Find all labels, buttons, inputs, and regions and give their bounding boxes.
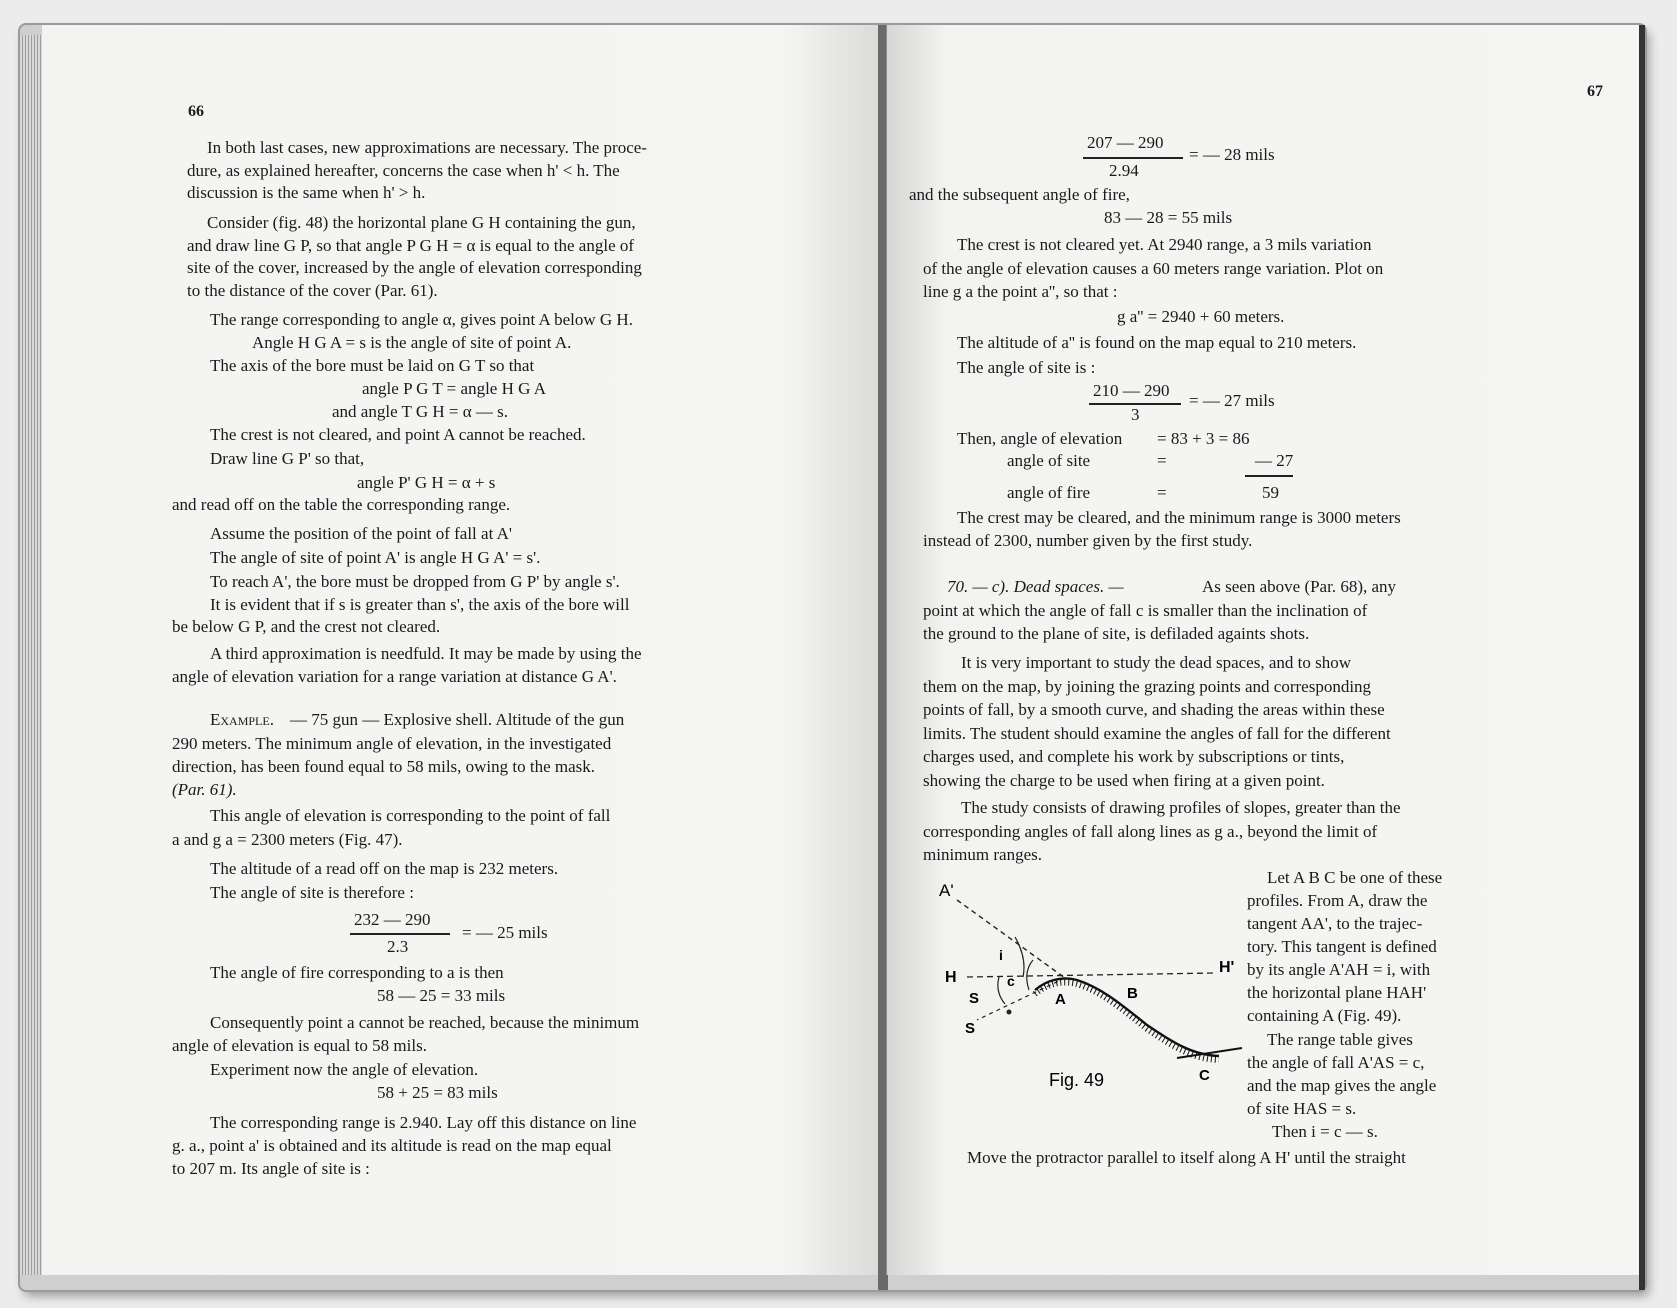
site-point [1007,1010,1012,1015]
text-line: of site HAS = s. [1247,1099,1357,1118]
open-book [20,25,1645,1290]
table-label: angle of site [1007,451,1091,470]
fraction-denominator: 3 [1131,405,1140,424]
text-line: The corresponding range is 2.940. Lay off this distance on line [210,1113,637,1132]
text-line: To reach A', the bore must be dropped from G P' by angle s'. [210,572,620,591]
text-line: Move the protractor parallel to itself along A H' until the straight [967,1148,1406,1167]
book-cover-edge [1639,25,1645,1290]
text-line: the horizontal plane HAH' [1247,983,1427,1002]
text-line: As seen above (Par. 68), any [1202,577,1397,596]
text-line: g. a., point a' is obtained and its altitude is read on the map equal [172,1136,612,1155]
text-line: and the map gives the angle [1247,1076,1437,1095]
text-line: Draw line G P' so that, [210,449,365,468]
table-value: = 83 + 3 = 86 [1157,429,1250,448]
text-line: direction, has been found equal to 58 mils, owing to the mask. [172,757,596,776]
text-line: point at which the angle of fall c is smaller than the inclination of [923,601,1368,620]
text-line: the ground to the plane of site, is defiladed againts shots. [923,624,1310,643]
text-line: the angle of fall A'AS = c, [1247,1053,1425,1072]
page-number: 66 [188,103,204,120]
text-line: The range table gives [1267,1030,1413,1049]
text-line: of the angle of elevation causes a 60 meters range variation. Plot on [923,259,1384,278]
fraction-result: = — 27 mils [1189,391,1275,410]
text-line: Angle H G A = s is the angle of site of point A. [252,333,572,352]
label-a: A [1055,991,1066,1008]
text-line: The crest is not cleared yet. At 2940 range, a 3 mils variation [957,235,1372,254]
page-number: 67 [1587,83,1603,100]
text-line: line g a the point a'', so that : [923,282,1118,301]
text-line: The altitude of a read off on the map is 232 meters. [210,859,559,878]
text-line: by its angle A'AH = i, with [1247,960,1431,979]
table-value: — 27 [1255,451,1294,470]
left-page [42,25,886,1275]
text-line: The angle of site is : [957,358,1096,377]
text-line: Then i = c — s. [1272,1122,1378,1141]
text-line: angle of elevation is equal to 58 mils. [172,1036,427,1055]
equation: 83 — 28 = 55 mils [1104,208,1233,227]
text-line: and draw line G P, so that angle P G H = α is equal to the angle of [187,236,635,255]
label-b: B [1127,985,1138,1002]
text-line: dure, as explained hereafter, concerns the case when h' < h. The [187,161,620,180]
equation: angle P G T = angle H G A [362,379,546,398]
text-line: The axis of the bore must be laid on G T so that [210,356,535,375]
angle-s-arc [998,977,1005,1004]
fraction-bar [350,933,450,935]
label-s-upper: S [969,990,980,1007]
fraction-denominator: 2.94 [1109,161,1139,180]
text-line: corresponding angles of fall along lines as g a., beyond the limit of [923,822,1378,841]
right-page [886,25,1645,1275]
text-line: It is very important to study the dead spaces, and to show [961,653,1351,672]
page-stack-edge [20,35,42,1275]
text-line: profiles. From A, draw the [1247,891,1428,910]
text-line: them on the map, by joining the grazing points and corresponding [923,677,1372,696]
text-line: — 75 gun — Explosive shell. Altitude of the gun [290,710,625,729]
equation: 58 — 25 = 33 mils [377,986,506,1005]
text-line: In both last cases, new approximations are necessary. The proce- [207,138,647,157]
text-line: limits. The student should examine the angles of fall for the different [923,724,1391,743]
figure-49 [937,880,1247,1120]
label-h: H [945,969,957,986]
tangent-line [957,900,1065,978]
equation: angle P' G H = α + s [357,473,496,492]
table-value: = [1157,451,1167,470]
text-line: 290 meters. The minimum angle of elevation, in the investigated [172,734,612,753]
angle-c-arc [1027,960,1033,990]
label-i: i [999,947,1003,963]
table-label: angle of fire [1007,483,1091,502]
text-line: The angle of site is therefore : [210,883,414,902]
equation: 58 + 25 = 83 mils [377,1083,498,1102]
figure-caption: Fig. 49 [1049,1070,1105,1090]
fraction-numerator: 232 — 290 [354,910,431,929]
text-line: discussion is the same when h' > h. [187,183,426,202]
text-line: containing A (Fig. 49). [1247,1006,1402,1025]
text-line: tory. This tangent is defined [1247,937,1437,956]
label-c: c [1007,973,1015,989]
label-a-prime: A' [939,881,954,900]
example-label: Example. [210,710,274,729]
text-line: Consider (fig. 48) the horizontal plane G H containing the gun, [207,213,636,232]
table-label: Then, angle of elevation [957,429,1123,448]
fraction-bar [1083,157,1183,159]
sum-rule [1245,475,1293,477]
label-c-point: C [1199,1067,1210,1084]
text-line: It is evident that if s is greater than s', the axis of the bore will [210,595,630,614]
label-s-lower: S [965,1020,976,1037]
text-line: The altitude of a'' is found on the map equal to 210 meters. [957,333,1357,352]
label-h-prime: H' [1219,959,1235,976]
text-line: Let A B C be one of these [1267,868,1443,887]
fraction-numerator: 207 — 290 [1087,133,1164,152]
text-line: instead of 2300, number given by the first study. [923,531,1253,550]
text-line: The crest may be cleared, and the minimum range is 3000 meters [957,508,1401,527]
fraction-result: = — 25 mils [462,923,548,942]
text-line: Assume the position of the point of fall at A' [210,524,512,543]
text-line: showing the charge to be used when firing at a given point. [923,771,1325,790]
text-line: Consequently point a cannot be reached, because the minimum [210,1013,640,1032]
horizontal-line [967,973,1215,977]
text-line: (Par. 61). [172,780,237,799]
text-line: to the distance of the cover (Par. 61). [187,281,438,300]
fraction-result: = — 28 mils [1189,145,1275,164]
text-line: charges used, and complete his work by subscriptions or tints, [923,747,1345,766]
table-value: 59 [1262,483,1279,502]
text-line: be below G P, and the crest not cleared. [172,617,441,636]
text-line: minimum ranges. [923,845,1042,864]
text-line: Experiment now the angle of elevation. [210,1060,479,1079]
text-line: The study consists of drawing profiles of slopes, greater than the [961,798,1401,817]
section-heading: 70. — c). Dead spaces. — [947,577,1124,596]
text-line: The angle of fire corresponding to a is then [210,963,504,982]
text-line: a and g a = 2300 meters (Fig. 47). [172,830,403,849]
text-line: site of the cover, increased by the angle of elevation corresponding [187,258,642,277]
text-line: angle of elevation variation for a range variation at distance G A'. [172,667,617,686]
text-line: A third approximation is needfuld. It may be made by using the [210,644,642,663]
fraction-numerator: 210 — 290 [1093,381,1170,400]
text-line: and the subsequent angle of fire, [909,185,1130,204]
fraction-denominator: 2.3 [387,937,409,956]
figure-49-diagram [937,880,1247,1120]
text-line: The crest is not cleared, and point A cannot be reached. [210,425,586,444]
text-line: The angle of site of point A' is angle H G A' = s'. [210,548,541,567]
site-line [977,978,1065,1020]
text-line: and read off on the table the corresponding range. [172,495,511,514]
equation: and angle T G H = α — s. [332,402,509,421]
text-line: tangent AA', to the trajec- [1247,914,1423,933]
text-line: to 207 m. Its angle of site is : [172,1159,370,1178]
table-value: = [1157,483,1167,502]
text-line: This angle of elevation is corresponding to the point of fall [210,806,611,825]
text-line: points of fall, by a smooth curve, and shading the areas within these [923,700,1385,719]
equation: g a'' = 2940 + 60 meters. [1117,307,1285,326]
text-line: The range corresponding to angle α, gives point A below G H. [210,310,633,329]
